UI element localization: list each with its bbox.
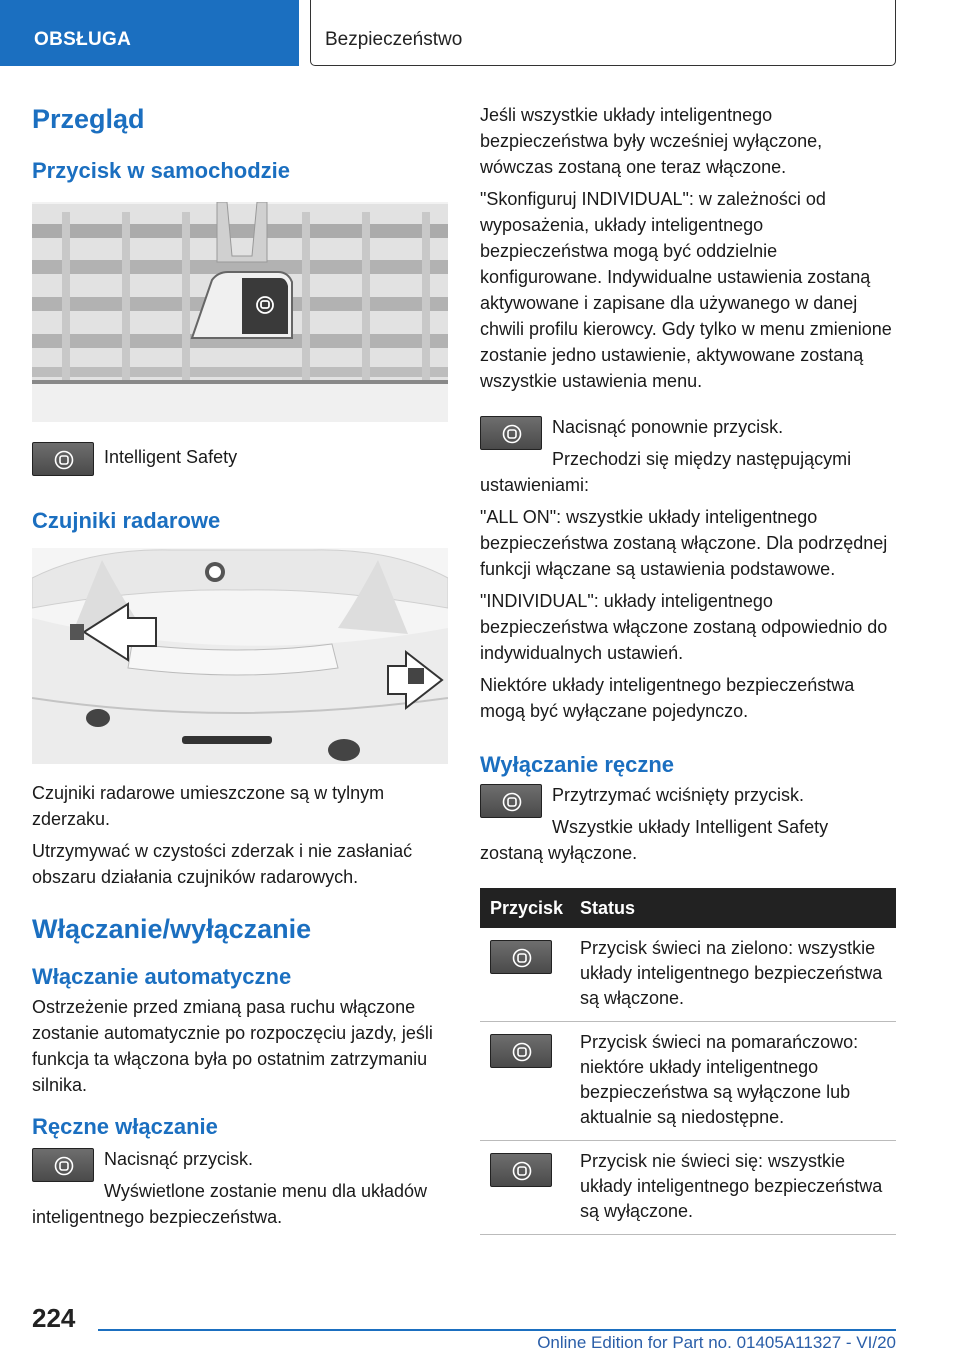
car-safety-icon — [480, 416, 542, 450]
intelligent-safety-label: Intelligent Safety — [104, 447, 238, 467]
car-safety-icon — [32, 1148, 94, 1182]
auto-on-heading: Włączanie automatyczne — [32, 964, 292, 989]
overview-heading: Przegląd — [32, 104, 145, 134]
car-safety-icon — [32, 442, 94, 476]
manual-off-row — [480, 782, 896, 866]
press-button-text: Nacisnąć przycisk. — [104, 1149, 254, 1169]
right-column — [480, 102, 896, 1235]
status-text: Przycisk świeci na zielono: wszystkie układy inteligentnego bezpieczeństwa są włączone. — [570, 928, 896, 1022]
col-button-header: Przycisk — [480, 888, 570, 928]
left-column — [32, 96, 448, 1236]
individual-config-text: "Skonfiguruj INDIVIDUAL": w zależności od wyposażenia, układy inteligentnego bezpieczeństwa mogą być oddzielnie konfigurowane. Indywidualne ustawienia zostaną aktywowane i zapisane dla używanego w danej chwili profilu kierowcy. Gdy tylko w menu zmienione zostanie jedno ustawienie, aktywowane zostaną wszystkie ustawienia menu. — [480, 189, 892, 391]
edition-footer: Online Edition for Part no. 01405A11327 - VI/20 — [537, 1333, 896, 1352]
table-row — [480, 1022, 896, 1141]
onoff-heading: Włączanie/wyłączanie — [32, 914, 312, 944]
status-text: Przycisk świeci na pomarańczowo: niektóre układy inteligentnego bezpieczeństwa są wyłączone lub aktualnie są niedostępne. — [570, 1022, 896, 1141]
radar-clean-text: Utrzymywać w czystości zderzak i nie zasłaniać obszaru działania czujników radarowych. — [32, 841, 413, 887]
press-again-text: Nacisnąć ponownie przycisk. — [552, 417, 784, 437]
switch-between-text: Przechodzi się między następującymi ustawieniami: — [480, 449, 852, 495]
table-row — [480, 1141, 896, 1235]
individual-text: "INDIVIDUAL": układy inteligentnego bezpieczeństwa włączone zostaną odpowiednio do indywidualnych ustawień. — [480, 591, 888, 663]
car-safety-icon — [480, 784, 542, 818]
footer-divider — [98, 1329, 896, 1331]
col-status-header: Status — [570, 888, 896, 928]
radar-heading: Czujniki radarowe — [32, 508, 221, 533]
rear-bumper-image — [32, 548, 448, 764]
hold-button-text: Przytrzymać wciśnięty przycisk. — [552, 785, 805, 805]
chapter-tab: Bezpieczeństwo — [310, 0, 896, 66]
button-in-car-heading: Przycisk w samochodzie — [32, 158, 290, 183]
grille-button-image — [32, 202, 448, 422]
car-safety-icon — [490, 940, 552, 974]
manual-on-heading: Ręczne włączanie — [32, 1114, 218, 1139]
status-text: Przycisk nie świeci się: wszystkie układy inteligentnego bezpieczeństwa są wyłączone. — [570, 1141, 896, 1235]
press-again-row — [480, 414, 896, 498]
status-table — [480, 888, 896, 1235]
auto-on-text: Ostrzeżenie przed zmianą pasa ruchu włączone zostanie automatycznie po rozpoczęciu jazdy, jeśli funkcja ta włączona była po ostatnim zatrzymaniu silnika. — [32, 997, 433, 1095]
car-safety-icon — [490, 1034, 552, 1068]
manual-off-heading: Wyłączanie ręczne — [480, 752, 675, 777]
car-safety-icon — [490, 1153, 552, 1187]
section-tab: OBSŁUGA — [0, 0, 299, 66]
manual-on-row — [32, 1146, 448, 1230]
menu-shown-text: Wyświetlone zostanie menu dla układów inteligentnego bezpieczeństwa. — [32, 1181, 428, 1227]
all-off-text: Wszystkie układy Intelligent Safety zostaną wyłączone. — [480, 817, 829, 863]
intelligent-safety-row — [32, 440, 448, 492]
some-separately-text: Niektóre układy inteligentnego bezpieczeństwa mogą być wyłączane pojedynczo. — [480, 675, 855, 721]
page-number: 224 — [32, 1303, 76, 1333]
reenable-text: Jeśli wszystkie układy inteligentnego bezpieczeństwa były wcześniej wyłączone, wówczas zostaną one teraz włączone. — [480, 105, 823, 177]
all-on-text: "ALL ON": wszystkie układy inteligentnego bezpieczeństwa zostaną włączone. Dla podrzędnej funkcji włączane są ustawienia podstawowe. — [480, 507, 888, 579]
table-row — [480, 928, 896, 1022]
radar-location-text: Czujniki radarowe umieszczone są w tylnym zderzaku. — [32, 783, 385, 829]
